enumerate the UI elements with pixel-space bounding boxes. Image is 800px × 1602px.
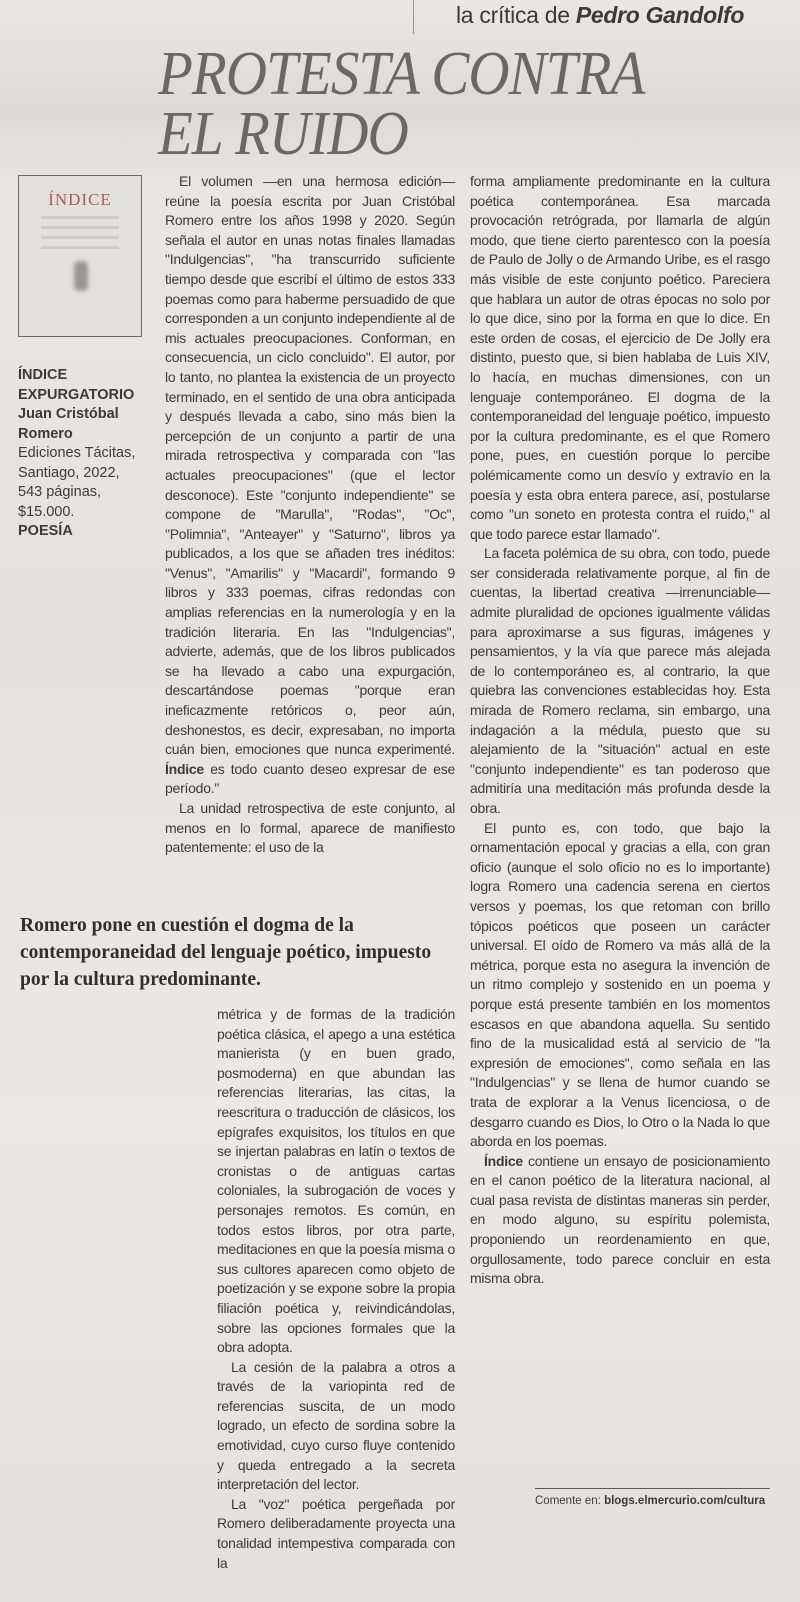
book-name-bold: Índice	[165, 760, 204, 777]
headline-line-2: EL RUIDO	[158, 100, 408, 168]
paragraph-text: es todo cuanto deseo expresar de ese período."	[165, 760, 455, 797]
paragraph	[470, 1152, 770, 1289]
paragraph: La unidad retrospectiva de este conjunto, al menos en lo formal, aparece de manifiesto patentemente: el uso de la	[165, 800, 455, 856]
paragraph: forma ampliamente predominante en la cultura poética contemporánea. Esa marcada provocación retrógrada, por llamarla de algún modo, que tiene cierto parentesco con la poesía de Paulo de Jolly o de Armando Uribe, es el rasgo más visible de este conjunto poético. Pareciera que hablara un autor de otras épocas no solo por lo que dice, sino por la forma en que lo dice. En este orden de cosas, el ejercicio de De Jolly era distinto, puesto que, si bien hablaba de Luis XIV, lo hacía, en muchas dimensiones, con un lenguaje contemporáneo. El dogma de la contemporaneidad del lenguaje poético, impuesto por la cultura predominante, es el que Romero pone, pues, en cuestión porque lo percibe polémicamente como un desvío y extravío en la poesía y esta obra entera parece, así, postularse como "un soneto en protesta contra el ruido," al que todo parece estar llamado".	[470, 173, 770, 542]
book-pages: 543 páginas,	[18, 484, 102, 500]
headline	[158, 40, 645, 168]
cover-line	[41, 246, 119, 249]
paragraph: La faceta polémica de su obra, con todo, puede ser considerada relativamente porque, al fin de cuentas, la libertad creativa —irrenunciable— admite pluralidad de opciones igualmente válidas para aproximarse a sus figuras, imágenes y pensamientos, y la vía que parece más alejada de lo contemporáneo es, al contrario, la que quiebra las convenciones establecidas hoy. Esta mirada de Romero reclama, sin embargo, una indagación a la médula, puesto que su alejamiento de la "situación" actual en este "conjunto independiente" es tan poderoso que admitiría una meditación más profunda desde la obra.	[470, 545, 770, 816]
cover-figure	[74, 261, 88, 291]
critic-name: Pedro Gandolfo	[575, 2, 745, 28]
article-column-2	[217, 1005, 455, 1573]
book-publisher: Ediciones Tácitas, Santiago, 2022,	[18, 445, 136, 481]
paragraph-text: El volumen —en una hermosa edición— reúne la poesía escrita por Juan Cristóbal Romero entre los años 1998 y 2020. Según señala el autor en unas notas finales llamadas "Indulgencias", "ha transcurrido suficiente tiempo desde que escribí el último de estos 333 poemas como para haberme persuadido de que corresponden a un conjunto independiente al de mis actuales preocupaciones. Conforman, en consecuencia, un ciclo concluido". El autor, por lo tanto, no plantea la existencia de un proyecto terminado, en el sentido de una obra anticipada y después llevada a cabo, sino más bien la percepción de un conjunto a partir de una mirada retrospectiva y comparada con "las actuales preocupaciones" (que el lector desconoce). Este "conjunto independiente" se compone de "Marulla", "Rodas", "Oc", "Polimnia", "Anteayer" y "Saturno", libros ya publicados, a los que se añaden tres inéditos: "Venus", "Amarilis" y "Macardi", formando 9 libros y 333 poemas, cifras redondas con amplias referencias en la numerología y en la tradición literaria. En las "Indulgencias", advierte, además, que de los libros publicados se ha llevado a cabo una expurgación, descartándose poemas "porque eran ineficazmente retóricos o, peor aún, deshonestos, es decir, expresaban, no importa cuán bien, emociones que nunca experimenté.	[165, 173, 455, 758]
book-cover-image	[18, 175, 142, 337]
section-kicker	[456, 2, 744, 29]
paragraph: La cesión de la palabra a otros a través de la variopinta red de referencias suscita, de un modo logrado, un efecto de sordina sobre la emotividad, cuyo curso fluye contenido y queda entregado a la secreta interpretación del lector.	[217, 1358, 455, 1493]
comment-label: Comente en:	[535, 1495, 601, 1507]
paragraph: La "voz" poética pergeñada por Romero deliberadamente proyecta una tonalidad intempestiva comparada con la	[217, 1495, 455, 1571]
book-name-bold: Índice	[484, 1152, 523, 1169]
pull-quote: Romero pone en cuestión el dogma de la contemporaneidad del lenguaje poético, impuesto por la cultura predominante.	[20, 915, 432, 990]
header-divider	[413, 0, 414, 34]
paragraph-text: contiene un ensayo de posicionamiento en el canon poético de la literatura nacional, al cual pasa revista de distintas maneras sin perder, en modo alguno, su espíritu polemista, proponiendo un reordenamiento en que, orgullosamente, todo parece concluir en esta misma obra.	[470, 1152, 771, 1287]
article-column-1	[165, 172, 455, 858]
paragraph: métrica y de formas de la tradición poética clásica, el apego a una estética manierista (y en buen grado, posmoderna) en que abundan las referencias literarias, las citas, la reescritura o traducción de clásicos, los epígrafes exquisitos, los títulos en que se injertan palabras en latín o textos de cronistas o de antiguas cartas coloniales, la subrogación de voces y personajes remotos. Es común, en todos estos libros, por otra parte, meditaciones en que la poesía misma o sus cultores aparecen como objeto de poetización y se expone sobre la propia filiación poética y, reivindicándolas, sobre las opciones formales que la obra adopta.	[217, 1006, 455, 1356]
book-price: $15.000.	[18, 503, 75, 520]
book-title-1: ÍNDICE	[18, 367, 68, 383]
book-cover-title: ÍNDICE	[48, 190, 112, 209]
book-title-2: EXPURGATORIO	[18, 386, 135, 403]
book-info	[18, 366, 163, 542]
headline-line-1: PROTESTA CONTRA	[158, 40, 645, 108]
article-column-3	[470, 172, 770, 1289]
cover-line	[41, 236, 119, 239]
kicker-prefix: la crítica de	[456, 2, 570, 28]
cover-line	[41, 226, 119, 229]
paragraph: El punto es, con todo, que bajo la ornamentación epocal y gracias a ella, con gran oficio (aunque el solo oficio no es lo importante) logra Romero una cadencia serena en ciertos versos y poemas, los que retoman con brillo tópicos poéticos que poseen un carácter universal. El oído de Romero va más allá de la métrica, porque esta no asegura la invención de un ritmo complejo y sostenido en un poema y porque está presente también en los momentos escasos en que abandona aquella. Su sentido fino de la musicalidad está al servicio de "la expresión de emociones", como señala en las "Indulgencias" y se llena de humor cuando se trata de explorar a la Venus licenciosa, o de desgarro cuando es Dios, lo Otro o la Nada lo que aborda en los poemas.	[470, 819, 770, 1150]
comment-footer	[535, 1488, 770, 1507]
cover-line	[41, 216, 119, 219]
blog-link[interactable]: blogs.elmercurio.com/cultura	[604, 1495, 766, 1507]
book-author: Juan Cristóbal Romero	[18, 406, 119, 442]
paragraph	[165, 172, 455, 799]
book-genre: POESÍA	[18, 523, 73, 539]
